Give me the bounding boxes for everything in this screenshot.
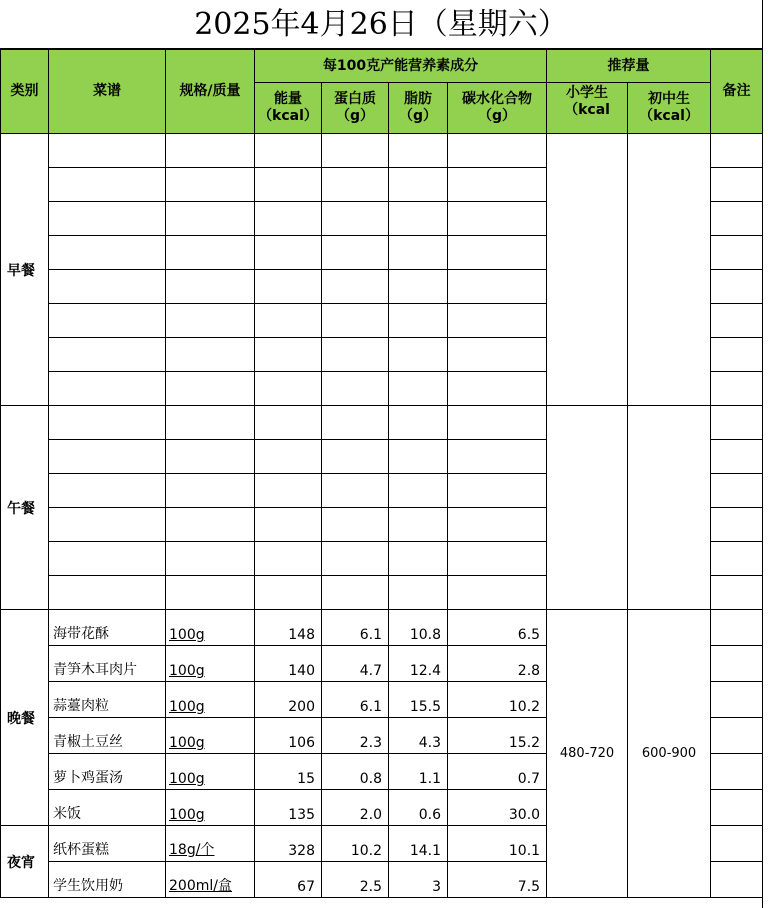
protein-value[interactable]: 4.7 (322, 646, 389, 682)
dish-spec[interactable]: 100g (166, 790, 255, 826)
meal-breakfast[interactable]: 早餐 (1, 134, 49, 406)
remark-cell[interactable] (711, 790, 763, 826)
header-fat[interactable]: 脂肪 （g） (389, 83, 448, 134)
carb-value[interactable]: 10.2 (448, 682, 547, 718)
energy-value[interactable]: 200 (255, 682, 322, 718)
header-nutrition-group[interactable]: 每100克产能营养素成分 (255, 50, 547, 83)
header-recipe[interactable]: 菜谱 (49, 50, 166, 134)
remark-cell[interactable] (711, 862, 763, 898)
carb-value[interactable]: 7.5 (448, 862, 547, 898)
energy-value[interactable]: 140 (255, 646, 322, 682)
protein-value[interactable]: 2.3 (322, 718, 389, 754)
protein-value[interactable]: 2.5 (322, 862, 389, 898)
carb-value[interactable]: 15.2 (448, 718, 547, 754)
header-primary[interactable]: 小学生 （kcal (547, 83, 628, 134)
page-title: 2025年4月26日（星期六） (0, 0, 762, 49)
remark-cell[interactable] (711, 610, 763, 646)
table-row (1, 610, 763, 646)
dish-name[interactable]: 米饭 (49, 790, 166, 826)
protein-value[interactable]: 6.1 (322, 682, 389, 718)
energy-value[interactable]: 148 (255, 610, 322, 646)
dish-spec[interactable]: 100g (166, 754, 255, 790)
nutrition-table (0, 49, 763, 898)
energy-value[interactable]: 135 (255, 790, 322, 826)
remark-cell[interactable] (711, 826, 763, 862)
header-remark[interactable]: 备注 (711, 50, 763, 134)
energy-value[interactable]: 328 (255, 826, 322, 862)
meal-dinner[interactable]: 晚餐 (1, 610, 49, 826)
dish-name[interactable]: 学生饮用奶 (49, 862, 166, 898)
header-spec[interactable]: 规格/质量 (166, 50, 255, 134)
header-junior[interactable]: 初中生 （kcal） (628, 83, 711, 134)
dish-name[interactable]: 海带花酥 (49, 610, 166, 646)
remark-cell[interactable] (711, 718, 763, 754)
meal-night-snack[interactable]: 夜宵 (1, 826, 49, 898)
protein-value[interactable]: 10.2 (322, 826, 389, 862)
fat-value[interactable]: 3 (389, 862, 448, 898)
fat-value[interactable]: 12.4 (389, 646, 448, 682)
fat-value[interactable]: 10.8 (389, 610, 448, 646)
remark-cell[interactable] (711, 754, 763, 790)
carb-value[interactable]: 0.7 (448, 754, 547, 790)
meal-lunch[interactable]: 午餐 (1, 406, 49, 610)
energy-value[interactable]: 106 (255, 718, 322, 754)
dish-name[interactable]: 蒜薹肉粒 (49, 682, 166, 718)
carb-value[interactable]: 10.1 (448, 826, 547, 862)
dish-spec[interactable]: 100g (166, 718, 255, 754)
dish-spec[interactable]: 100g (166, 610, 255, 646)
dish-name[interactable]: 萝卜鸡蛋汤 (49, 754, 166, 790)
protein-value[interactable]: 6.1 (322, 610, 389, 646)
header-recommend-group[interactable]: 推荐量 (547, 50, 711, 83)
energy-value[interactable]: 67 (255, 862, 322, 898)
fat-value[interactable]: 15.5 (389, 682, 448, 718)
carb-value[interactable]: 2.8 (448, 646, 547, 682)
dish-spec[interactable]: 100g (166, 646, 255, 682)
fat-value[interactable]: 4.3 (389, 718, 448, 754)
dish-spec[interactable]: 18g/个 (166, 826, 255, 862)
fat-value[interactable]: 1.1 (389, 754, 448, 790)
protein-value[interactable]: 0.8 (322, 754, 389, 790)
dish-spec[interactable]: 200ml/盒 (166, 862, 255, 898)
remark-cell[interactable] (711, 646, 763, 682)
header-energy[interactable]: 能量 （kcal） (255, 83, 322, 134)
header-protein[interactable]: 蛋白质 （g） (322, 83, 389, 134)
remark-cell[interactable] (711, 682, 763, 718)
energy-value[interactable]: 15 (255, 754, 322, 790)
protein-value[interactable]: 2.0 (322, 790, 389, 826)
header-carb[interactable]: 碳水化合物 （g） (448, 83, 547, 134)
recommended-primary[interactable]: 480-720 (547, 610, 628, 898)
recommended-junior[interactable]: 600-900 (628, 610, 711, 898)
dish-name[interactable]: 纸杯蛋糕 (49, 826, 166, 862)
dish-spec[interactable]: 100g (166, 682, 255, 718)
dish-name[interactable]: 青笋木耳肉片 (49, 646, 166, 682)
dish-name[interactable]: 青椒土豆丝 (49, 718, 166, 754)
fat-value[interactable]: 0.6 (389, 790, 448, 826)
carb-value[interactable]: 6.5 (448, 610, 547, 646)
fat-value[interactable]: 14.1 (389, 826, 448, 862)
header-category[interactable]: 类别 (1, 50, 49, 134)
carb-value[interactable]: 30.0 (448, 790, 547, 826)
